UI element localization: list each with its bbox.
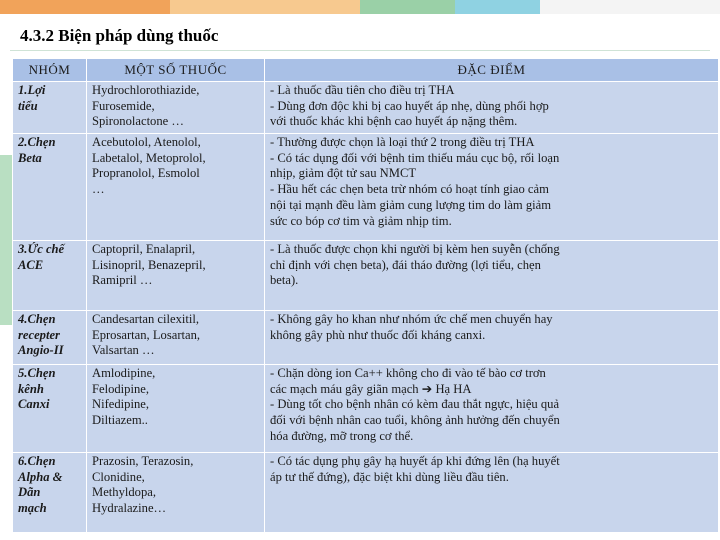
top-bar-segment-cyan xyxy=(455,0,540,14)
header-features: ĐẶC ĐIỂM xyxy=(265,59,719,82)
features-cell: - Có tác dụng phụ gây hạ huyết áp khi đứng lên (hạ huyết áp tư thế đứng), đặc biệt khi dùng liều đầu tiên. xyxy=(265,453,719,533)
top-bar-segment-peach xyxy=(170,0,360,14)
table-row xyxy=(13,241,719,311)
table-row xyxy=(13,134,719,241)
top-color-bar xyxy=(0,0,720,14)
side-accent-bar xyxy=(0,155,12,325)
features-cell: - Chặn dòng ion Ca++ không cho đi vào tế bào cơ trơn các mạch máu gây giãn mạch ➔ Hạ HA - Dùng tốt cho bệnh nhân có kèm đau thắt ngực, hiệu quả đối với bệnh nhân cao tuổi, không ảnh hưởng đến chuyển hóa đường, mỡ trong cơ thể. xyxy=(265,365,719,453)
header-drugs: MỘT SỐ THUỐC xyxy=(87,59,265,82)
drugs-cell: Captopril, Enalapril, Lisinopril, Benazepril, Ramipril … xyxy=(87,241,265,311)
drugs-cell: Candesartan cilexitil, Eprosartan, Losartan, Valsartan … xyxy=(87,311,265,365)
table-row xyxy=(13,365,719,453)
title-divider xyxy=(10,50,710,51)
group-cell: 6.Chẹn Alpha & Dãn mạch xyxy=(13,453,87,533)
table-header-row xyxy=(13,59,719,82)
drugs-cell: Hydrochlorothiazide, Furosemide, Spironolactone … xyxy=(87,82,265,134)
table-row xyxy=(13,311,719,365)
slide-title: 4.3.2 Biện pháp dùng thuốc xyxy=(20,26,219,45)
drugs-cell: Amlodipine, Felodipine, Nifedipine, Diltiazem.. xyxy=(87,365,265,453)
header-group: NHÓM xyxy=(13,59,87,82)
drug-table-container xyxy=(12,58,720,540)
features-cell: - Là thuốc được chọn khi người bị kèm hen suyễn (chống chỉ định với chẹn beta), đái tháo đường (lợi tiểu, chẹn beta). xyxy=(265,241,719,311)
drugs-cell: Acebutolol, Atenolol, Labetalol, Metoprolol, Propranolol, Esmolol … xyxy=(87,134,265,241)
group-cell: 1.Lợi tiểu xyxy=(13,82,87,134)
group-cell: 4.Chẹn recepter Angio-II xyxy=(13,311,87,365)
top-bar-segment-orange xyxy=(0,0,170,14)
top-bar-segment-green xyxy=(360,0,455,14)
top-bar-segment-light xyxy=(540,0,720,14)
features-cell: - Là thuốc đầu tiên cho điều trị THA - Dùng đơn độc khi bị cao huyết áp nhẹ, dùng phối hợp với thuốc khác khi bệnh cao huyết áp nặng thêm. xyxy=(265,82,719,134)
features-cell: - Không gây ho khan như nhóm ức chế men chuyển hay không gây phù như thuốc đối kháng canxi. xyxy=(265,311,719,365)
group-cell: 5.Chẹn kênh Canxi xyxy=(13,365,87,453)
drugs-cell: Prazosin, Terazosin, Clonidine, Methyldopa, Hydralazine… xyxy=(87,453,265,533)
table-row xyxy=(13,453,719,533)
drug-table xyxy=(12,58,719,533)
group-cell: 2.Chẹn Beta xyxy=(13,134,87,241)
group-cell: 3.Ức chế ACE xyxy=(13,241,87,311)
table-row xyxy=(13,82,719,134)
features-cell: - Thường được chọn là loại thứ 2 trong điều trị THA - Có tác dụng đối với bệnh tim thiếu máu cục bộ, rối loạn nhịp, giảm đột tử sau NMCT - Hầu hết các chẹn beta trừ nhóm có hoạt tính giao cảm nội tại mạnh đều làm giảm cung lượng tim do làm giảm sức co bóp cơ tim và giảm nhịp tim. xyxy=(265,134,719,241)
